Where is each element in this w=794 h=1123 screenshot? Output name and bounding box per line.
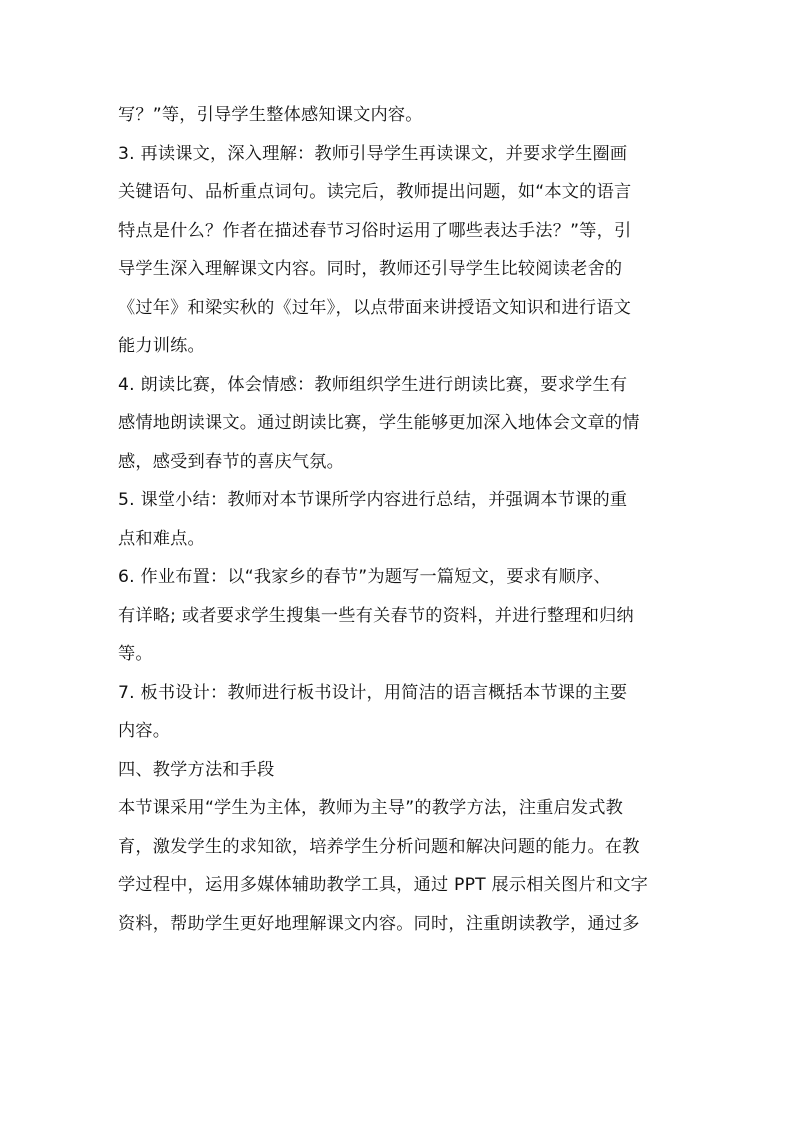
section-heading: 四、教学方法和手段 bbox=[118, 759, 275, 780]
text-line-19: 本节课采用“学生为主体，教师为主导”的教学方法，注重启发式教 bbox=[118, 798, 624, 818]
text-line-9: 感情地朗读课文。通过朗读比赛，学生能够更加深入地体会文章的情 bbox=[118, 413, 640, 433]
text-line-20: 育，激发学生的求知欲，培养学生分析问题和解决问题的能力。在教 bbox=[118, 836, 640, 857]
document-page bbox=[118, 96, 678, 943]
text-line-14: 有详略; 或者要求学生搜集一些有关春节的资料，并进行整理和归纳 bbox=[118, 605, 634, 626]
text-line-6: 《过年》和梁实秋的《过年》，以点带面来讲授语文知识和进行语文 bbox=[118, 297, 632, 318]
text-line-1: 写？”等，引导学生整体感知课文内容。 bbox=[118, 105, 423, 125]
text-line-2: 3. 再读课文，深入理解：教师引导学生再读课文，并要求学生圈画 bbox=[118, 143, 628, 164]
text-line-22: 资料，帮助学生更好地理解课文内容。同时，注重朗读教学，通过多 bbox=[118, 913, 640, 934]
text-line-21: 学过程中，运用多媒体辅助教学工具，通过 PPT 展示相关图片和文字 bbox=[118, 875, 649, 895]
text-line-8: 4. 朗读比赛，体会情感：教师组织学生进行朗读比赛，要求学生有 bbox=[118, 374, 628, 395]
text-line-5: 导学生深入理解课文内容。同时，教师还引导学生比较阅读老舍的 bbox=[118, 259, 623, 279]
text-line-13: 6. 作业布置：以“我家乡的春节”为题写一篇短文，要求有顺序、 bbox=[118, 567, 611, 587]
text-line-12: 点和难点。 bbox=[118, 528, 205, 549]
text-line-7: 能力训练。 bbox=[118, 336, 205, 356]
text-line-3: 关键语句、品析重点词句。读完后，教师提出问题，如“本文的语言 bbox=[118, 182, 632, 202]
text-line-16: 7. 板书设计：教师进行板书设计，用简洁的语言概括本节课的主要 bbox=[118, 682, 628, 703]
text-line-4: 特点是什么？作者在描述春节习俗时运用了哪些表达手法？”等，引 bbox=[118, 220, 632, 241]
text-line-17: 内容。 bbox=[118, 721, 171, 741]
text-line-10: 感，感受到春节的喜庆气氛。 bbox=[118, 451, 345, 472]
text-line-15: 等。 bbox=[118, 644, 153, 664]
text-line-11: 5. 课堂小结：教师对本节课所学内容进行总结，并强调本节课的重 bbox=[118, 490, 628, 510]
